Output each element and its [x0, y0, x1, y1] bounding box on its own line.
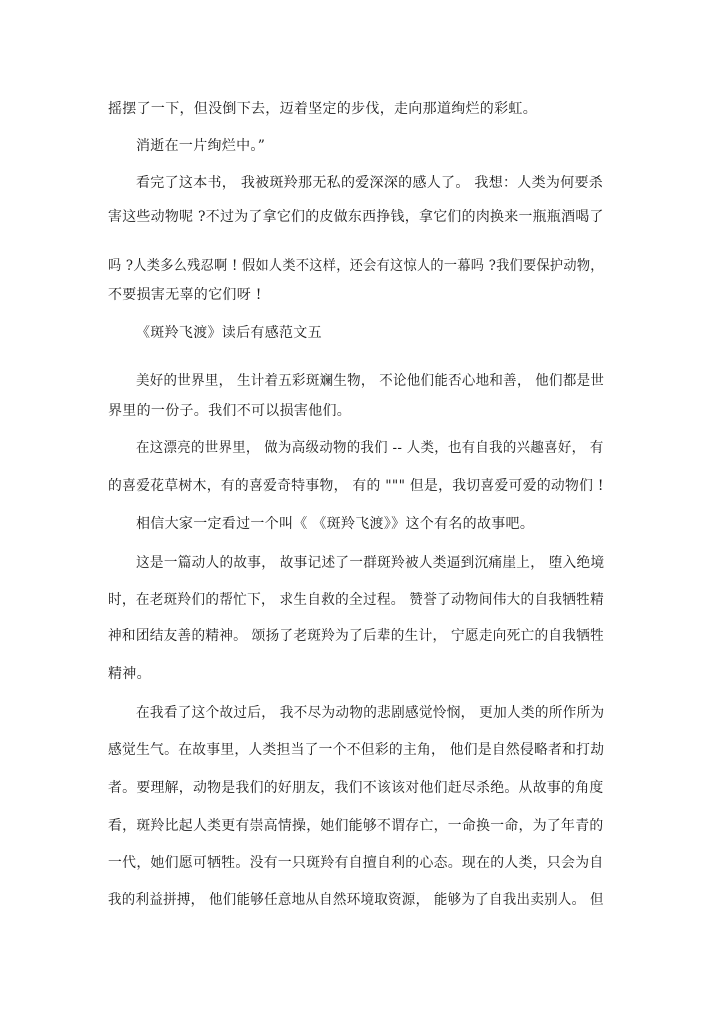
text-line: 相信大家一定看过一个叫《 《斑羚飞渡》》这个有名的故事吧。 [136, 516, 535, 532]
text-line: 精神。 [108, 666, 151, 682]
text-line: 时，在老斑羚们的帮忙下， 求生自救的全过程。 赞誉了动物间伟大的自我牺牲精 [108, 592, 604, 608]
text-line: 在我看了这个故过后， 我不尽为动物的悲剧感觉怜悯， 更加人类的所作所为 [136, 705, 605, 721]
text-line: 不要损害无辜的它们呀 ! [108, 287, 262, 303]
text-line: 摇摆了一下，但没倒下去，迈着坚定的步伐，走向那道绚烂的彩虹。 [108, 101, 537, 117]
text-line: 看完了这本书， 我被斑羚那无私的爱深深的感人了。 我想：人类为何要杀 [136, 175, 604, 191]
text-line: 一代，她们愿可牺牲。没有一只斑羚有自擅自利的心态。现在的人类，只会为自 [108, 855, 604, 871]
text-line: 吗 ?人类多么残忍啊 ! 假如人类不这样，还会有这惊人的一幕吗 ?我们要保护动物， [108, 258, 604, 274]
text-line: 神和团结友善的精神。 颂扬了老斑羚为了后辈的生计， 宁愿走向死亡的自我牺牲 [108, 628, 604, 644]
text-line: 的喜爱花草树木，有的喜爱奇特事物， 有的 """ 但是，我切喜爱可爱的动物们 ! [108, 478, 604, 494]
text-line: 在这漂亮的世界里， 做为高级动物的我们 -- 人类，也有自我的兴趣喜好， 有 [136, 440, 604, 456]
text-line: 美好的世界里， 生计着五彩斑斓生物， 不论他们能否心地和善， 他们都是世 [136, 373, 605, 389]
text-line: 界里的一份子。我们不可以损害他们。 [108, 403, 352, 419]
text-line: 我的利益拼搏， 他们能够任意地从自然环境取资源， 能够为了自我出卖别人。 但 [108, 892, 604, 908]
text-line: 者。要理解，动物是我们的好朋友，我们不该该对他们赶尽杀绝。从故事的角度 [108, 780, 604, 796]
text-line: 害这些动物呢 ?不过为了拿它们的皮做东西挣钱，拿它们的肉换来一瓶瓶酒喝了 [108, 209, 604, 225]
section-heading: 《斑羚飞渡》读后有感范文五 [136, 325, 322, 341]
text-line: 看，斑羚比起人类更有崇高情操，她们能够不谓存亡，一命换一命，为了年青的 [108, 818, 604, 834]
text-line: 消逝在一片绚烂中。” [136, 138, 266, 154]
text-line: 感觉生气。在故事里，人类担当了一个不但彩的主角， 他们是自然侵略者和打劫 [108, 742, 605, 758]
text-line: 这是一篇动人的故事， 故事记述了一群斑羚被人类逼到沉痛崖上， 堕入绝境 [136, 555, 605, 571]
